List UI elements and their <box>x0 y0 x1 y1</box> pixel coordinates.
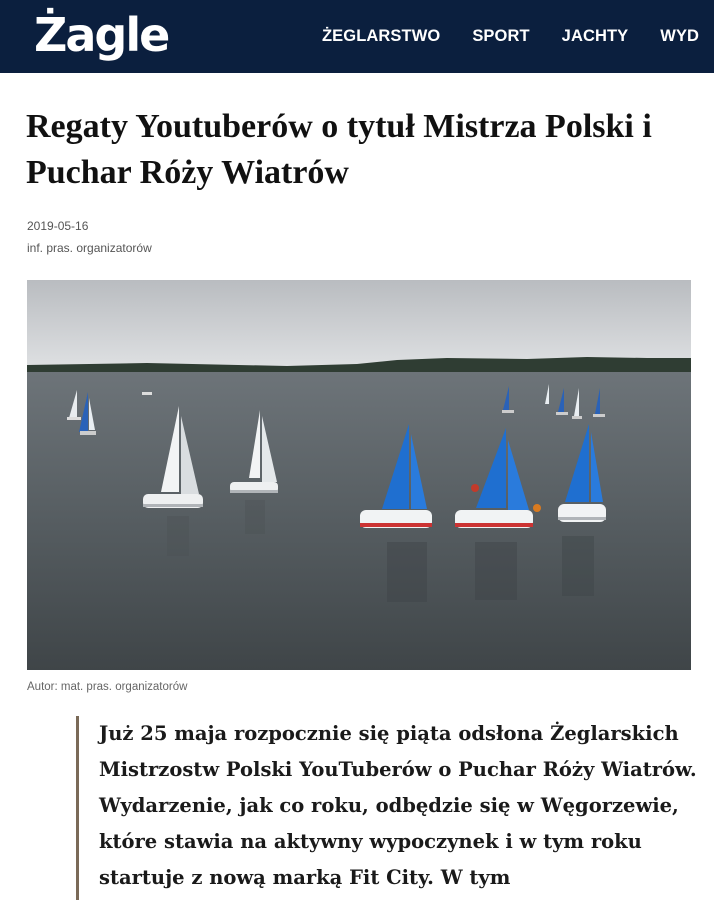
nav-item-sport[interactable]: SPORT <box>472 27 530 45</box>
lead-text: Już 25 maja rozpocznie się piąta odsłona Żeglarskich Mistrzostw Polski YouTuberów o Puchar Róży Wiatrów. Wydarzenie, jak co roku, odbędzie się w Węgorzewie, które stawia na aktywny wypoczynek i w tym roku startuje z nową marką Fit City. W tym <box>99 722 697 889</box>
nav-item-jachty[interactable]: JACHTY <box>561 27 629 45</box>
main-nav <box>322 0 714 73</box>
site-logo[interactable]: Żagle <box>34 8 169 62</box>
nav-item-zeglarstwo[interactable]: ŻEGLARSTWO <box>322 27 441 45</box>
nav-item-wyd[interactable]: WYD <box>660 27 700 45</box>
article-lead <box>76 716 706 900</box>
article-source: inf. pras. organizatorów <box>27 241 152 255</box>
article-date: 2019-05-16 <box>27 219 89 233</box>
article-title: Regaty Youtuberów o tytuł Mistrza Polski i Puchar Róży Wiatrów <box>26 108 652 191</box>
article-photo <box>27 280 691 670</box>
site-header <box>0 0 714 73</box>
sailboats-photo <box>27 280 691 670</box>
image-caption: Autor: mat. pras. organizatorów <box>27 681 188 693</box>
